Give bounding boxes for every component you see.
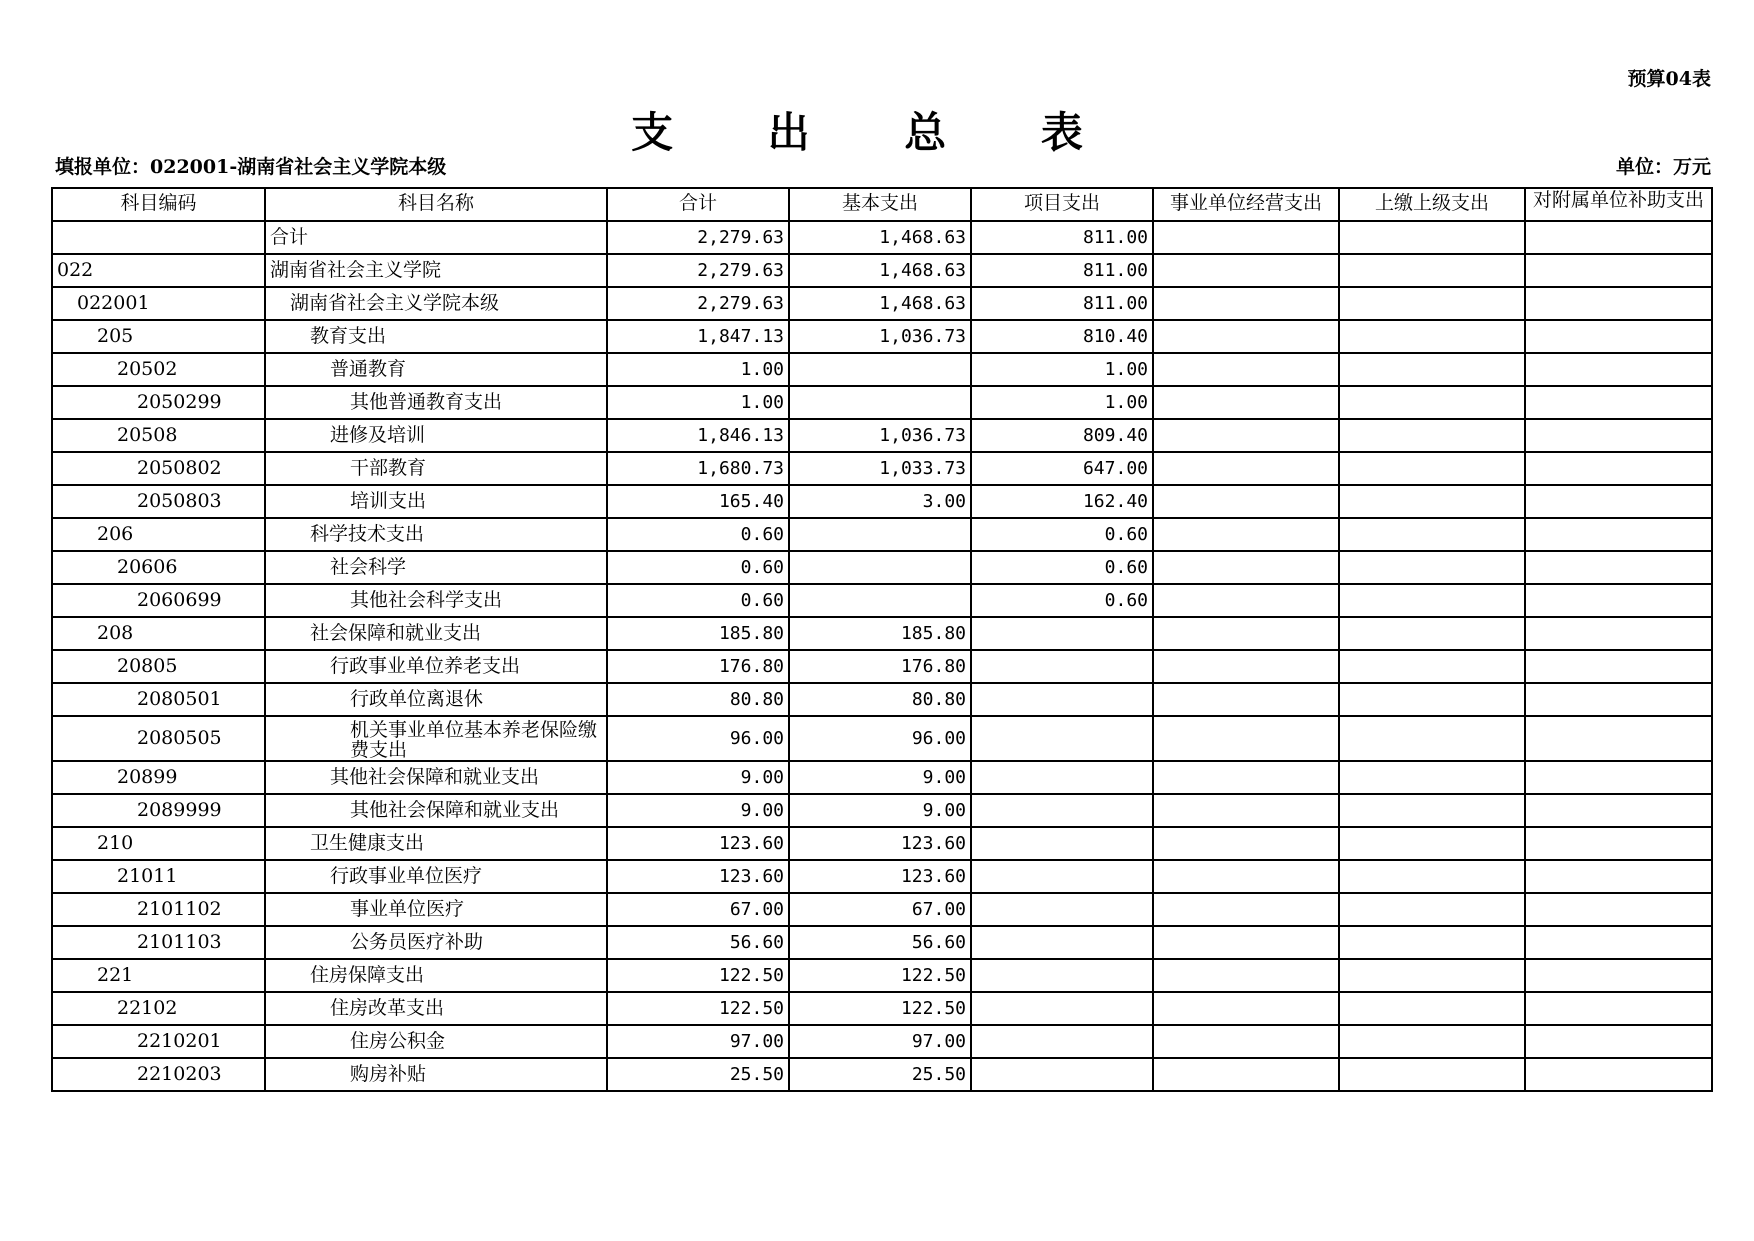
subsidy-cell [1525, 992, 1712, 1025]
remit-cell [1339, 452, 1525, 485]
total-cell: 1.00 [607, 353, 789, 386]
table-row [52, 419, 1712, 452]
table-row [52, 992, 1712, 1025]
basic-cell: 1,036.73 [789, 320, 971, 353]
subsidy-cell [1525, 1025, 1712, 1058]
total-cell: 123.60 [607, 860, 789, 893]
code-cell: 206 [52, 518, 265, 551]
remit-cell [1339, 959, 1525, 992]
subsidy-cell [1525, 584, 1712, 617]
basic-cell [789, 584, 971, 617]
subsidy-cell [1525, 650, 1712, 683]
total-cell: 176.80 [607, 650, 789, 683]
basic-cell: 1,036.73 [789, 419, 971, 452]
code-cell: 2210203 [52, 1058, 265, 1091]
table-row [52, 452, 1712, 485]
remit-cell [1339, 716, 1525, 761]
name-cell: 其他社会保障和就业支出 [265, 761, 607, 794]
remit-cell [1339, 761, 1525, 794]
subsidy-cell [1525, 1058, 1712, 1091]
code-cell: 2050802 [52, 452, 265, 485]
business-cell [1153, 716, 1339, 761]
remit-cell [1339, 584, 1525, 617]
basic-cell: 1,468.63 [789, 221, 971, 254]
table-row [52, 584, 1712, 617]
code-cell: 20899 [52, 761, 265, 794]
project-cell [971, 926, 1153, 959]
project-cell [971, 860, 1153, 893]
remit-cell [1339, 1025, 1525, 1058]
basic-cell [789, 386, 971, 419]
subsidy-cell [1525, 254, 1712, 287]
basic-cell [789, 353, 971, 386]
code-cell: 21011 [52, 860, 265, 893]
expenditure-table [51, 187, 1713, 1092]
project-cell [971, 827, 1153, 860]
code-cell: 2050299 [52, 386, 265, 419]
business-cell [1153, 386, 1339, 419]
table-row [52, 518, 1712, 551]
remit-cell [1339, 287, 1525, 320]
remit-cell [1339, 794, 1525, 827]
business-cell [1153, 254, 1339, 287]
project-cell: 0.60 [971, 551, 1153, 584]
total-cell: 56.60 [607, 926, 789, 959]
total-cell: 9.00 [607, 761, 789, 794]
project-cell [971, 617, 1153, 650]
code-cell: 2101103 [52, 926, 265, 959]
table-row [52, 551, 1712, 584]
business-cell [1153, 221, 1339, 254]
code-cell: 208 [52, 617, 265, 650]
project-cell: 1.00 [971, 386, 1153, 419]
table-row [52, 650, 1712, 683]
col-header-subsidy: 对附属单位补助支出 [1525, 188, 1712, 221]
business-cell [1153, 485, 1339, 518]
col-header-name: 科目名称 [265, 188, 607, 221]
name-cell: 住房改革支出 [265, 992, 607, 1025]
form-number: 预算04表 [1627, 68, 1711, 90]
basic-cell: 9.00 [789, 761, 971, 794]
col-header-project: 项目支出 [971, 188, 1153, 221]
table-row [52, 716, 1712, 761]
subsidy-cell [1525, 761, 1712, 794]
basic-cell [789, 518, 971, 551]
total-cell: 165.40 [607, 485, 789, 518]
remit-cell [1339, 617, 1525, 650]
project-cell: 809.40 [971, 419, 1153, 452]
project-cell [971, 1058, 1153, 1091]
basic-cell: 96.00 [789, 716, 971, 761]
table-row [52, 386, 1712, 419]
subsidy-cell [1525, 716, 1712, 761]
name-cell: 其他社会科学支出 [265, 584, 607, 617]
name-cell: 干部教育 [265, 452, 607, 485]
remit-cell [1339, 893, 1525, 926]
basic-cell: 123.60 [789, 860, 971, 893]
total-cell: 80.80 [607, 683, 789, 716]
basic-cell: 56.60 [789, 926, 971, 959]
remit-cell [1339, 254, 1525, 287]
name-cell: 卫生健康支出 [265, 827, 607, 860]
subsidy-cell [1525, 419, 1712, 452]
table-row [52, 221, 1712, 254]
business-cell [1153, 320, 1339, 353]
table-row [52, 926, 1712, 959]
business-cell [1153, 683, 1339, 716]
basic-cell: 97.00 [789, 1025, 971, 1058]
code-cell: 20508 [52, 419, 265, 452]
total-cell: 1,846.13 [607, 419, 789, 452]
name-cell: 其他普通教育支出 [265, 386, 607, 419]
col-header-code: 科目编码 [52, 188, 265, 221]
name-cell: 湖南省社会主义学院 [265, 254, 607, 287]
code-cell: 20805 [52, 650, 265, 683]
business-cell [1153, 959, 1339, 992]
name-cell: 社会科学 [265, 551, 607, 584]
name-cell: 培训支出 [265, 485, 607, 518]
business-cell [1153, 452, 1339, 485]
remit-cell [1339, 992, 1525, 1025]
business-cell [1153, 992, 1339, 1025]
basic-cell: 122.50 [789, 959, 971, 992]
code-cell: 2080505 [52, 716, 265, 761]
code-cell: 2050803 [52, 485, 265, 518]
name-cell: 事业单位医疗 [265, 893, 607, 926]
basic-cell: 9.00 [789, 794, 971, 827]
basic-cell: 1,468.63 [789, 254, 971, 287]
remit-cell [1339, 650, 1525, 683]
code-cell: 022 [52, 254, 265, 287]
project-cell: 1.00 [971, 353, 1153, 386]
total-cell: 1,680.73 [607, 452, 789, 485]
name-cell: 其他社会保障和就业支出 [265, 794, 607, 827]
project-cell [971, 959, 1153, 992]
subsidy-cell [1525, 485, 1712, 518]
business-cell [1153, 794, 1339, 827]
remit-cell [1339, 683, 1525, 716]
basic-cell: 25.50 [789, 1058, 971, 1091]
project-cell: 0.60 [971, 584, 1153, 617]
table-row [52, 617, 1712, 650]
project-cell: 811.00 [971, 254, 1153, 287]
total-cell: 96.00 [607, 716, 789, 761]
code-cell: 221 [52, 959, 265, 992]
project-cell: 0.60 [971, 518, 1153, 551]
col-header-business: 事业单位经营支出 [1153, 188, 1339, 221]
basic-cell: 185.80 [789, 617, 971, 650]
total-cell: 122.50 [607, 959, 789, 992]
total-cell: 0.60 [607, 518, 789, 551]
business-cell [1153, 518, 1339, 551]
subsidy-cell [1525, 452, 1712, 485]
business-cell [1153, 617, 1339, 650]
name-cell: 行政事业单位医疗 [265, 860, 607, 893]
business-cell [1153, 584, 1339, 617]
code-cell: 2101102 [52, 893, 265, 926]
code-cell: 022001 [52, 287, 265, 320]
subsidy-cell [1525, 320, 1712, 353]
table-row [52, 761, 1712, 794]
name-cell: 购房补贴 [265, 1058, 607, 1091]
col-header-basic: 基本支出 [789, 188, 971, 221]
table-row [52, 827, 1712, 860]
remit-cell [1339, 518, 1525, 551]
basic-cell: 80.80 [789, 683, 971, 716]
name-cell: 科学技术支出 [265, 518, 607, 551]
subsidy-cell [1525, 221, 1712, 254]
code-cell: 2060699 [52, 584, 265, 617]
table-row [52, 485, 1712, 518]
name-cell: 进修及培训 [265, 419, 607, 452]
project-cell: 811.00 [971, 221, 1153, 254]
code-cell: 205 [52, 320, 265, 353]
col-header-remit: 上缴上级支出 [1339, 188, 1525, 221]
subsidy-cell [1525, 827, 1712, 860]
name-cell: 行政单位离退休 [265, 683, 607, 716]
subsidy-cell [1525, 794, 1712, 827]
remit-cell [1339, 860, 1525, 893]
table-row [52, 1025, 1712, 1058]
basic-cell: 123.60 [789, 827, 971, 860]
table-row [52, 959, 1712, 992]
project-cell: 810.40 [971, 320, 1153, 353]
col-header-total: 合计 [607, 188, 789, 221]
project-cell: 162.40 [971, 485, 1153, 518]
table-row [52, 287, 1712, 320]
basic-cell: 67.00 [789, 893, 971, 926]
table-row [52, 353, 1712, 386]
code-cell: 2080501 [52, 683, 265, 716]
project-cell [971, 893, 1153, 926]
table-row [52, 254, 1712, 287]
subsidy-cell [1525, 683, 1712, 716]
subsidy-cell [1525, 518, 1712, 551]
filling-unit: 填报单位：022001-湖南省社会主义学院本级 [55, 156, 447, 178]
table-row [52, 683, 1712, 716]
business-cell [1153, 287, 1339, 320]
business-cell [1153, 1058, 1339, 1091]
code-cell: 210 [52, 827, 265, 860]
name-cell: 公务员医疗补助 [265, 926, 607, 959]
basic-cell: 1,468.63 [789, 287, 971, 320]
header-row [52, 188, 1712, 221]
business-cell [1153, 419, 1339, 452]
total-cell: 25.50 [607, 1058, 789, 1091]
subsidy-cell [1525, 353, 1712, 386]
table-row [52, 794, 1712, 827]
name-cell: 合计 [265, 221, 607, 254]
business-cell [1153, 353, 1339, 386]
project-cell [971, 716, 1153, 761]
total-cell: 122.50 [607, 992, 789, 1025]
table-row [52, 1058, 1712, 1091]
total-cell: 97.00 [607, 1025, 789, 1058]
remit-cell [1339, 827, 1525, 860]
currency-unit: 单位：万元 [1615, 156, 1711, 178]
page-title: 支 出 总 表 [631, 108, 1123, 157]
name-cell: 住房公积金 [265, 1025, 607, 1058]
total-cell: 1,847.13 [607, 320, 789, 353]
total-cell: 2,279.63 [607, 221, 789, 254]
name-cell: 住房保障支出 [265, 959, 607, 992]
project-cell [971, 683, 1153, 716]
subsidy-cell [1525, 287, 1712, 320]
subsidy-cell [1525, 551, 1712, 584]
project-cell [971, 650, 1153, 683]
table-row [52, 320, 1712, 353]
business-cell [1153, 1025, 1339, 1058]
project-cell: 811.00 [971, 287, 1153, 320]
business-cell [1153, 761, 1339, 794]
basic-cell: 3.00 [789, 485, 971, 518]
basic-cell: 176.80 [789, 650, 971, 683]
remit-cell [1339, 926, 1525, 959]
business-cell [1153, 650, 1339, 683]
remit-cell [1339, 221, 1525, 254]
project-cell [971, 761, 1153, 794]
name-cell: 机关事业单位基本养老保险缴费支出 [265, 716, 607, 761]
total-cell: 67.00 [607, 893, 789, 926]
remit-cell [1339, 353, 1525, 386]
basic-cell: 1,033.73 [789, 452, 971, 485]
name-cell: 教育支出 [265, 320, 607, 353]
remit-cell [1339, 485, 1525, 518]
total-cell: 123.60 [607, 827, 789, 860]
business-cell [1153, 926, 1339, 959]
code-cell [52, 221, 265, 254]
subsidy-cell [1525, 386, 1712, 419]
total-cell: 0.60 [607, 551, 789, 584]
total-cell: 0.60 [607, 584, 789, 617]
total-cell: 185.80 [607, 617, 789, 650]
total-cell: 2,279.63 [607, 254, 789, 287]
total-cell: 2,279.63 [607, 287, 789, 320]
total-cell: 9.00 [607, 794, 789, 827]
name-cell: 社会保障和就业支出 [265, 617, 607, 650]
project-cell [971, 992, 1153, 1025]
code-cell: 22102 [52, 992, 265, 1025]
project-cell: 647.00 [971, 452, 1153, 485]
total-cell: 1.00 [607, 386, 789, 419]
table-row [52, 860, 1712, 893]
name-cell: 普通教育 [265, 353, 607, 386]
project-cell [971, 794, 1153, 827]
business-cell [1153, 827, 1339, 860]
subsidy-cell [1525, 926, 1712, 959]
business-cell [1153, 551, 1339, 584]
business-cell [1153, 860, 1339, 893]
code-cell: 2089999 [52, 794, 265, 827]
name-cell: 行政事业单位养老支出 [265, 650, 607, 683]
business-cell [1153, 893, 1339, 926]
remit-cell [1339, 320, 1525, 353]
subsidy-cell [1525, 617, 1712, 650]
project-cell [971, 1025, 1153, 1058]
remit-cell [1339, 551, 1525, 584]
subsidy-cell [1525, 893, 1712, 926]
remit-cell [1339, 1058, 1525, 1091]
subsidy-cell [1525, 959, 1712, 992]
remit-cell [1339, 419, 1525, 452]
basic-cell: 122.50 [789, 992, 971, 1025]
code-cell: 20502 [52, 353, 265, 386]
code-cell: 2210201 [52, 1025, 265, 1058]
remit-cell [1339, 386, 1525, 419]
name-cell: 湖南省社会主义学院本级 [265, 287, 607, 320]
table-row [52, 893, 1712, 926]
subsidy-cell [1525, 860, 1712, 893]
code-cell: 20606 [52, 551, 265, 584]
basic-cell [789, 551, 971, 584]
